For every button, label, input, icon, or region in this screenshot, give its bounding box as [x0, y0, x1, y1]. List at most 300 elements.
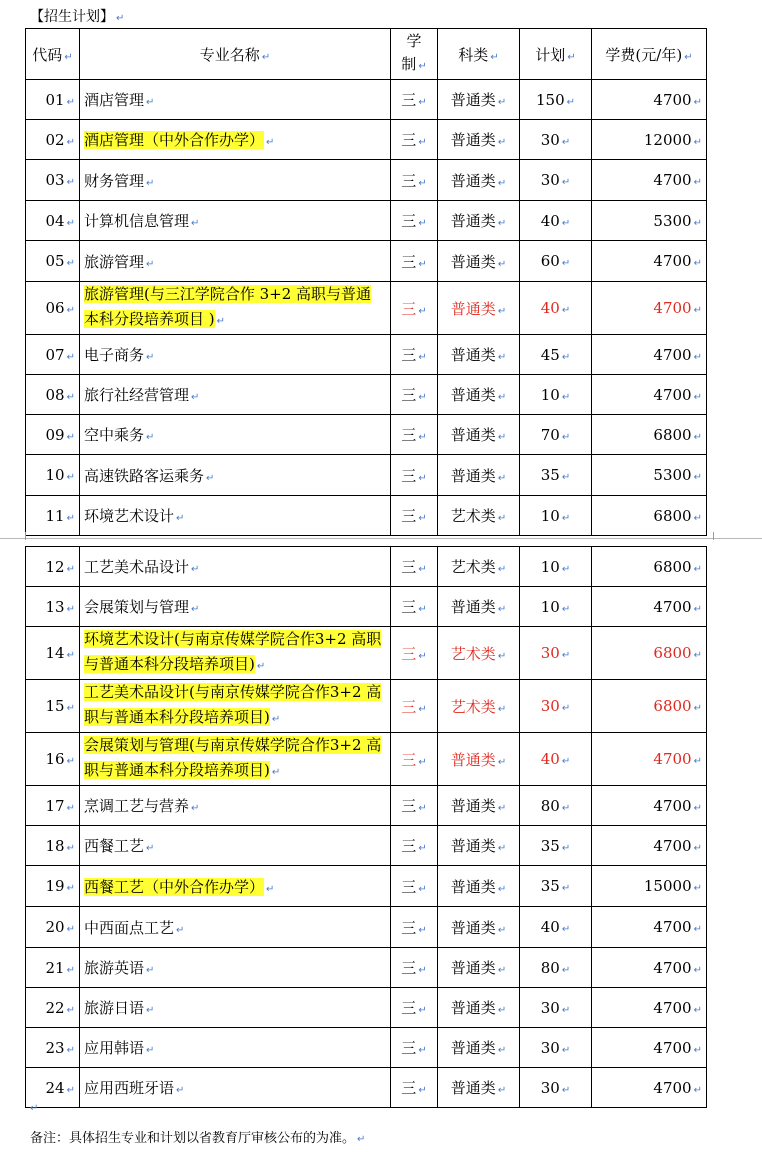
- cell-code: 18 ↵: [26, 826, 80, 866]
- paragraph-mark-icon: ↵: [561, 603, 571, 615]
- paragraph-mark-icon: ↵: [418, 1005, 427, 1016]
- paragraph-mark-icon: ↵: [497, 965, 507, 976]
- cell-plan: 30 ↵: [520, 120, 592, 160]
- cell-name: 会展策划与管理 ↵: [80, 587, 391, 627]
- paragraph-mark-icon: ↵: [497, 564, 507, 575]
- paragraph-mark-icon: ↵: [66, 802, 75, 814]
- cell-duration: 三 ↵: [391, 201, 438, 241]
- paragraph-mark-icon: ↵: [693, 756, 702, 767]
- paragraph-mark-icon: ↵: [490, 51, 499, 63]
- paragraph-mark-icon: ↵: [271, 767, 281, 778]
- paragraph-mark-icon: ↵: [66, 96, 75, 108]
- cell-name: 电子商务 ↵: [80, 335, 391, 375]
- cell-plan: 150 ↵: [520, 80, 592, 120]
- table-row: [26, 733, 707, 786]
- paragraph-mark-icon: ↵: [497, 924, 507, 936]
- paragraph-mark-icon: ↵: [561, 512, 571, 524]
- cell-category: 普通类 ↵: [438, 866, 520, 907]
- paragraph-mark-icon: ↵: [418, 137, 427, 148]
- table-row: [26, 948, 707, 988]
- page-break-tick: [713, 532, 714, 540]
- cell-duration: 三 ↵: [391, 455, 438, 496]
- paragraph-mark-icon: ↵: [66, 305, 75, 316]
- table-row: [26, 415, 707, 455]
- paragraph-mark-icon: ↵: [561, 177, 571, 188]
- paragraph-mark-icon: ↵: [418, 97, 427, 108]
- paragraph-mark-icon: ↵: [418, 392, 427, 403]
- paragraph-mark-icon: ↵: [693, 472, 702, 483]
- paragraph-mark-icon: ↵: [418, 305, 427, 317]
- cell-plan: 30 ↵: [520, 160, 592, 201]
- paragraph-mark-icon: ↵: [66, 756, 75, 767]
- cell-fee: 5300 ↵: [592, 455, 707, 496]
- paragraph-mark-icon: ↵: [693, 883, 702, 894]
- cell-category: 普通类 ↵: [438, 1068, 520, 1108]
- cell-name: 工艺美术品设计 ↵: [80, 547, 391, 587]
- table-row: [26, 80, 707, 120]
- header-duration: 学 制 ↵: [391, 29, 438, 80]
- cell-category: 普通类 ↵: [438, 826, 520, 866]
- cell-name: 旅游日语 ↵: [80, 988, 391, 1028]
- cell-fee: 4700 ↵: [592, 1068, 707, 1108]
- paragraph-mark-icon: ↵: [116, 13, 125, 24]
- paragraph-mark-icon: ↵: [191, 604, 200, 615]
- paragraph-mark-icon: ↵: [693, 1044, 702, 1056]
- cell-fee: 6800 ↵: [592, 680, 707, 733]
- paragraph-mark-icon: ↵: [191, 392, 200, 403]
- paragraph-mark-icon: ↵: [561, 305, 571, 316]
- paragraph-mark-icon: ↵: [418, 703, 427, 715]
- paragraph-mark-icon: ↵: [418, 803, 427, 814]
- cell-plan: 30 ↵: [520, 627, 592, 680]
- table-header-row: [26, 29, 707, 80]
- cell-duration: 三 ↵: [391, 241, 438, 282]
- paragraph-mark-icon: ↵: [66, 842, 75, 854]
- paragraph-mark-icon: ↵: [146, 97, 155, 108]
- paragraph-mark-icon: ↵: [418, 218, 427, 229]
- cell-plan: 40 ↵: [520, 201, 592, 241]
- paragraph-mark-icon: ↵: [266, 137, 275, 148]
- paragraph-mark-icon: ↵: [176, 1085, 185, 1096]
- paragraph-mark-icon: ↵: [693, 703, 702, 714]
- paragraph-mark-icon: ↵: [693, 431, 702, 443]
- cell-code: 24 ↵: [26, 1068, 80, 1108]
- cell-plan: 80 ↵: [520, 948, 592, 988]
- table-row: [26, 907, 707, 948]
- paragraph-mark-icon: ↵: [66, 1004, 75, 1016]
- cell-name: 环境艺术设计(与南京传媒学院合作3+2 高职与普通本科分段培养项目) ↵: [80, 627, 391, 680]
- paragraph-mark-icon: ↵: [497, 97, 507, 108]
- paragraph-mark-icon: ↵: [497, 305, 507, 317]
- paragraph-mark-icon: ↵: [561, 472, 571, 483]
- paragraph-mark-icon: ↵: [66, 217, 75, 229]
- paragraph-mark-icon: ↵: [66, 563, 75, 575]
- paragraph-mark-icon: ↵: [497, 177, 507, 189]
- cell-category: 普通类 ↵: [438, 948, 520, 988]
- table-row: [26, 201, 707, 241]
- paragraph-mark-icon: ↵: [146, 258, 155, 270]
- paragraph-mark-icon: ↵: [497, 137, 507, 148]
- paragraph-mark-icon: ↵: [497, 756, 507, 768]
- paragraph-mark-icon: ↵: [146, 432, 155, 443]
- table-row: [26, 282, 707, 335]
- cell-fee: 4700 ↵: [592, 241, 707, 282]
- header-category: 科类 ↵: [438, 29, 520, 80]
- paragraph-mark-icon: ↵: [66, 177, 75, 188]
- table-row: [26, 160, 707, 201]
- page-break-line: [0, 538, 762, 539]
- cell-fee: 15000 ↵: [592, 866, 707, 907]
- cell-name: 旅游英语 ↵: [80, 948, 391, 988]
- paragraph-mark-icon: ↵: [146, 352, 155, 363]
- cell-duration: 三 ↵: [391, 120, 438, 160]
- paragraph-mark-icon: ↵: [561, 964, 571, 976]
- cell-fee: 6800 ↵: [592, 496, 707, 536]
- cell-category: 普通类 ↵: [438, 1028, 520, 1068]
- paragraph-mark-icon: ↵: [497, 472, 507, 484]
- cell-code: 19 ↵: [26, 866, 80, 907]
- paragraph-mark-icon: ↵: [497, 392, 507, 403]
- table-row: [26, 627, 707, 680]
- paragraph-mark-icon: ↵: [418, 756, 427, 768]
- paragraph-mark-icon: ↵: [266, 883, 275, 895]
- cell-name: 旅行社经营管理 ↵: [80, 375, 391, 415]
- paragraph-mark-icon: ↵: [693, 351, 702, 363]
- cell-plan: 35 ↵: [520, 455, 592, 496]
- paragraph-mark-icon: ↵: [66, 703, 75, 714]
- cell-name: 西餐工艺（中外合作办学） ↵: [80, 866, 391, 907]
- cell-name: 西餐工艺 ↵: [80, 826, 391, 866]
- header-fee: 学费(元/年) ↵: [592, 29, 707, 80]
- page-break-tick: [25, 532, 26, 540]
- paragraph-mark-icon: ↵: [497, 1045, 507, 1056]
- table-row: [26, 375, 707, 415]
- paragraph-mark-icon: ↵: [418, 352, 427, 363]
- cell-plan: 35 ↵: [520, 826, 592, 866]
- paragraph-mark-icon: ↵: [66, 1084, 75, 1096]
- paragraph-mark-icon: ↵: [418, 258, 427, 270]
- paragraph-mark-icon: ↵: [66, 1044, 75, 1056]
- cell-duration: 三 ↵: [391, 1068, 438, 1108]
- paragraph-mark-icon: ↵: [561, 431, 571, 443]
- cell-category: 普通类 ↵: [438, 120, 520, 160]
- paragraph-mark-icon: ↵: [191, 803, 200, 814]
- paragraph-mark-icon: ↵: [497, 432, 507, 443]
- cell-plan: 30 ↵: [520, 680, 592, 733]
- paragraph-mark-icon: ↵: [561, 217, 571, 229]
- cell-duration: 三 ↵: [391, 496, 438, 536]
- table-row: [26, 455, 707, 496]
- cell-category: 艺术类 ↵: [438, 496, 520, 536]
- paragraph-mark-icon: ↵: [693, 802, 702, 814]
- heading-text: 【招生计划】: [30, 9, 114, 25]
- cell-name: 酒店管理 ↵: [80, 80, 391, 120]
- cell-category: 普通类 ↵: [438, 160, 520, 201]
- paragraph-mark-icon: ↵: [66, 883, 75, 894]
- paragraph-mark-icon: ↵: [497, 703, 507, 715]
- cell-fee: 4700 ↵: [592, 948, 707, 988]
- cell-category: 普通类 ↵: [438, 455, 520, 496]
- table-row: [26, 241, 707, 282]
- cell-code: 04 ↵: [26, 201, 80, 241]
- cell-duration: 三 ↵: [391, 733, 438, 786]
- paragraph-mark-icon: ↵: [418, 883, 427, 895]
- paragraph-mark-icon: ↵: [191, 218, 200, 229]
- cell-code: 08 ↵: [26, 375, 80, 415]
- paragraph-mark-icon: ↵: [693, 1084, 702, 1096]
- paragraph-mark-icon: ↵: [66, 391, 75, 403]
- cell-fee: 4700 ↵: [592, 160, 707, 201]
- cell-category: 普通类 ↵: [438, 375, 520, 415]
- cell-name: 环境艺术设计 ↵: [80, 496, 391, 536]
- paragraph-mark-icon: ↵: [693, 177, 702, 188]
- cell-duration: 三 ↵: [391, 1028, 438, 1068]
- paragraph-mark-icon: ↵: [418, 513, 427, 524]
- paragraph-mark-icon: ↵: [497, 883, 507, 895]
- cell-name: 应用西班牙语 ↵: [80, 1068, 391, 1108]
- cell-fee: 4700 ↵: [592, 988, 707, 1028]
- paragraph-mark-icon: ↵: [66, 603, 75, 615]
- paragraph-mark-icon: ↵: [561, 1004, 571, 1016]
- paragraph-mark-icon: ↵: [693, 924, 702, 935]
- cell-name: 财务管理 ↵: [80, 160, 391, 201]
- paragraph-mark-icon: ↵: [684, 51, 693, 63]
- cell-duration: 三 ↵: [391, 826, 438, 866]
- table-row: [26, 1028, 707, 1068]
- cell-code: 17 ↵: [26, 786, 80, 826]
- paragraph-mark-icon: ↵: [418, 177, 427, 189]
- cell-code: 20 ↵: [26, 907, 80, 948]
- cell-fee: 6800 ↵: [592, 547, 707, 587]
- table-row: [26, 335, 707, 375]
- paragraph-mark-icon: ↵: [567, 51, 576, 63]
- paragraph-mark-icon: ↵: [693, 512, 702, 524]
- paragraph-mark-icon: ↵: [418, 61, 427, 72]
- paragraph-mark-icon: ↵: [418, 604, 427, 615]
- paragraph-mark-icon: ↵: [176, 513, 185, 524]
- table-row: [26, 680, 707, 733]
- cell-category: 普通类 ↵: [438, 201, 520, 241]
- enrollment-table-page2: [25, 546, 707, 1108]
- paragraph-mark-icon: ↵: [497, 1085, 507, 1096]
- paragraph-mark-icon: ↵: [191, 564, 200, 575]
- cell-fee: 4700 ↵: [592, 587, 707, 627]
- paragraph-mark-icon: ↵: [693, 650, 702, 661]
- cell-code: 15 ↵: [26, 680, 80, 733]
- paragraph-mark-icon: ↵: [693, 964, 702, 976]
- paragraph-mark-icon: ↵: [693, 391, 702, 403]
- cell-code: 22 ↵: [26, 988, 80, 1028]
- cell-plan: 10 ↵: [520, 547, 592, 587]
- paragraph-mark-icon: ↵: [693, 305, 702, 316]
- paragraph-mark-icon: ↵: [497, 650, 507, 662]
- paragraph-mark-icon: ↵: [66, 431, 75, 443]
- paragraph-mark-icon: ↵: [561, 756, 571, 767]
- cell-code: 03 ↵: [26, 160, 80, 201]
- table-row: [26, 786, 707, 826]
- cell-plan: 40 ↵: [520, 733, 592, 786]
- header-code: 代码 ↵: [26, 29, 80, 80]
- cell-plan: 30 ↵: [520, 1028, 592, 1068]
- cell-category: 艺术类 ↵: [438, 627, 520, 680]
- paragraph-mark-icon: ↵: [357, 1134, 366, 1145]
- cell-fee: 4700 ↵: [592, 80, 707, 120]
- table-row: [26, 587, 707, 627]
- cell-name: 旅游管理(与三江学院合作 3+2 高职与普通本科分段培养项目 ) ↵: [80, 282, 391, 335]
- cell-name: 烹调工艺与营养 ↵: [80, 786, 391, 826]
- paragraph-mark-icon: ↵: [497, 803, 507, 814]
- paragraph-mark-icon: ↵: [693, 217, 702, 229]
- paragraph-mark-icon: ↵: [66, 964, 75, 976]
- cell-duration: 三 ↵: [391, 907, 438, 948]
- table-row: [26, 988, 707, 1028]
- cell-fee: 6800 ↵: [592, 415, 707, 455]
- paragraph-mark-icon: ↵: [693, 96, 702, 108]
- paragraph-mark-icon: ↵: [693, 842, 702, 854]
- cell-category: 普通类 ↵: [438, 786, 520, 826]
- cell-category: 普通类 ↵: [438, 80, 520, 120]
- paragraph-mark-icon: ↵: [146, 1045, 155, 1056]
- footnote: [30, 1127, 365, 1146]
- cell-duration: 三 ↵: [391, 866, 438, 907]
- paragraph-mark-icon: ↵: [561, 924, 571, 935]
- paragraph-mark-icon: ↵: [418, 924, 427, 936]
- cell-name: 中西面点工艺 ↵: [80, 907, 391, 948]
- cell-duration: 三 ↵: [391, 160, 438, 201]
- paragraph-mark-icon: ↵: [561, 391, 571, 403]
- paragraph-mark-icon: ↵: [206, 472, 215, 484]
- cell-code: 13 ↵: [26, 587, 80, 627]
- cell-category: 普通类 ↵: [438, 907, 520, 948]
- paragraph-mark-icon: ↵: [497, 513, 507, 524]
- paragraph-mark-icon: ↵: [497, 604, 507, 615]
- cell-fee: 6800 ↵: [592, 627, 707, 680]
- paragraph-mark-icon: ↵: [497, 258, 507, 270]
- cell-duration: 三 ↵: [391, 627, 438, 680]
- cell-code: 16 ↵: [26, 733, 80, 786]
- cell-duration: 三 ↵: [391, 375, 438, 415]
- paragraph-mark-icon: ↵: [693, 136, 702, 148]
- cell-name: 酒店管理（中外合作办学） ↵: [80, 120, 391, 160]
- paragraph-mark-icon: ↵: [561, 563, 571, 575]
- table-row: [26, 826, 707, 866]
- cell-category: 普通类 ↵: [438, 241, 520, 282]
- paragraph-mark-icon: ↵: [66, 924, 75, 935]
- cell-duration: 三 ↵: [391, 415, 438, 455]
- cell-plan: 30 ↵: [520, 988, 592, 1028]
- table-row: [26, 1068, 707, 1108]
- paragraph-mark-icon: ↵: [418, 432, 427, 443]
- cell-fee: 5300 ↵: [592, 201, 707, 241]
- cell-duration: 三 ↵: [391, 680, 438, 733]
- cell-name: 空中乘务 ↵: [80, 415, 391, 455]
- header-name: 专业名称 ↵: [80, 29, 391, 80]
- paragraph-mark-icon: ↵: [418, 1085, 427, 1096]
- paragraph-mark-icon: ↵: [497, 218, 507, 229]
- paragraph-mark-icon: ↵: [561, 258, 571, 269]
- cell-category: 普通类 ↵: [438, 335, 520, 375]
- paragraph-mark-icon: ↵: [146, 177, 155, 189]
- paragraph-mark-icon: ↵: [566, 96, 576, 108]
- paragraph-mark-icon: ↵: [256, 661, 266, 672]
- paragraph-mark-icon: ↵: [561, 883, 571, 894]
- paragraph-mark-icon: ↵: [64, 51, 73, 63]
- cell-name: 高速铁路客运乘务 ↵: [80, 455, 391, 496]
- paragraph-mark-icon: ↵: [261, 51, 271, 63]
- paragraph-mark-icon: ↵: [418, 564, 427, 575]
- cell-plan: 10 ↵: [520, 496, 592, 536]
- paragraph-mark-icon: ↵: [66, 351, 75, 363]
- cell-plan: 60 ↵: [520, 241, 592, 282]
- paragraph-mark-icon: ↵: [66, 258, 75, 269]
- cell-code: 14 ↵: [26, 627, 80, 680]
- paragraph-mark-icon: ↵: [561, 351, 571, 363]
- cell-code: 07 ↵: [26, 335, 80, 375]
- paragraph-mark-icon: ↵: [561, 1084, 571, 1096]
- paragraph-mark-icon: ↵: [418, 650, 427, 662]
- cell-fee: 4700 ↵: [592, 1028, 707, 1068]
- paragraph-mark-icon: ↵: [146, 843, 155, 854]
- cell-fee: 4700 ↵: [592, 826, 707, 866]
- paragraph-mark-icon: ↵: [66, 650, 75, 661]
- cell-fee: 4700 ↵: [592, 907, 707, 948]
- cell-plan: 30 ↵: [520, 1068, 592, 1108]
- cell-category: 艺术类 ↵: [438, 680, 520, 733]
- page-break: [0, 532, 762, 546]
- cell-code: 02 ↵: [26, 120, 80, 160]
- cell-category: 普通类 ↵: [438, 733, 520, 786]
- paragraph-mark-icon: ↵: [176, 924, 185, 936]
- cell-fee: 4700 ↵: [592, 786, 707, 826]
- paragraph-mark-icon: ↵: [561, 802, 571, 814]
- cell-code: 12 ↵: [26, 547, 80, 587]
- cell-duration: 三 ↵: [391, 547, 438, 587]
- cell-code: 06 ↵: [26, 282, 80, 335]
- cell-name: 会展策划与管理(与南京传媒学院合作3+2 高职与普通本科分段培养项目) ↵: [80, 733, 391, 786]
- cell-code: 23 ↵: [26, 1028, 80, 1068]
- paragraph-mark-icon: ↵: [693, 603, 702, 615]
- cell-code: 21 ↵: [26, 948, 80, 988]
- enrollment-table-page1: [25, 28, 707, 536]
- paragraph-mark-icon: ↵: [497, 843, 507, 854]
- paragraph-mark-icon: ↵: [693, 1004, 702, 1016]
- table-row: [26, 866, 707, 907]
- cell-code: 05 ↵: [26, 241, 80, 282]
- paragraph-mark-icon: ↵: [561, 703, 571, 714]
- cell-duration: 三 ↵: [391, 335, 438, 375]
- cell-name: 旅游管理 ↵: [80, 241, 391, 282]
- cell-code: 09 ↵: [26, 415, 80, 455]
- paragraph-mark-icon: ↵: [30, 1103, 39, 1114]
- paragraph-mark-icon: ↵: [418, 472, 427, 484]
- paragraph-mark-icon: ↵: [271, 714, 281, 725]
- paragraph-mark-icon: ↵: [146, 965, 155, 976]
- paragraph-mark-icon: ↵: [418, 1045, 427, 1056]
- cell-plan: 80 ↵: [520, 786, 592, 826]
- paragraph-mark-icon: ↵: [497, 1005, 507, 1016]
- paragraph-mark-icon: ↵: [216, 316, 226, 327]
- cell-duration: 三 ↵: [391, 80, 438, 120]
- paragraph-mark-icon: ↵: [66, 136, 75, 148]
- table-row: [26, 496, 707, 536]
- footnote-text: 备注：具体招生专业和计划以省教育厅审核公布的为准。: [30, 1131, 356, 1146]
- cell-duration: 三 ↵: [391, 948, 438, 988]
- cell-name: 应用韩语 ↵: [80, 1028, 391, 1068]
- cell-fee: 4700 ↵: [592, 282, 707, 335]
- paragraph-mark-icon: ↵: [693, 258, 702, 269]
- paragraph-mark-icon: ↵: [497, 352, 507, 363]
- paragraph-mark-icon: ↵: [66, 512, 75, 524]
